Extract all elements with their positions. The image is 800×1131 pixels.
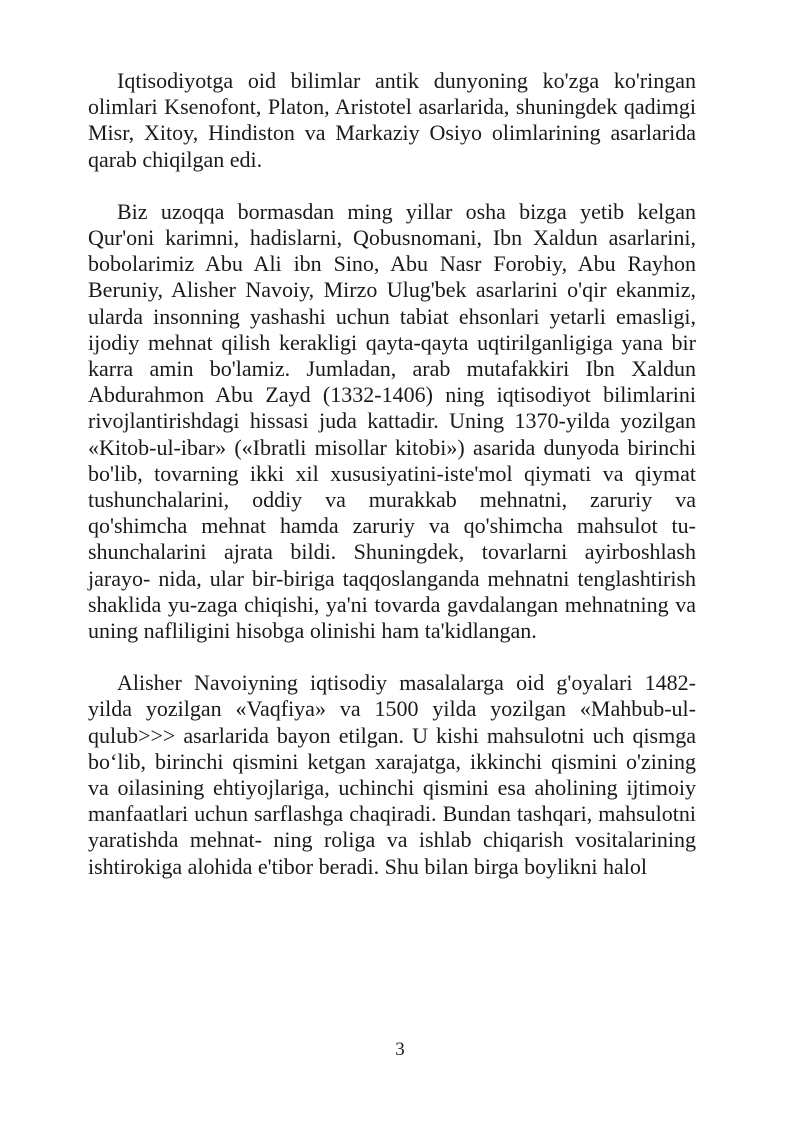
paragraph-3: Alisher Navoiyning iqtisodiy masalalarga oid g'oyalari 1482-yilda yozilgan «Vaqfiya» va 1500 yilda yozilgan «Mahbub-ul-qulub>>> asarlarida bayon etilgan. U kishi mahsulotni uch qismga bo‘lib, birinchi qismini ketgan xarajatga, ikkinchi qismini o'zining va oilasining ehtiyojlariga, uchinchi qismini esa aholining ijtimoiy manfaatlari uchun sarflashga chaqiradi. Bundan tashqari, mahsulotni yaratishda mehnat- ning roliga va ishlab chiqarish vositalarining ishtirokiga alohida e'tibor beradi. Shu bilan birga boylikni halol [88,670,696,879]
paragraph-1: Iqtisodiyotga oid bilimlar antik dunyoning ko'zga ko'ringan olimlari Ksenofont, Platon, Aristotel asarlarida, shuningdek qadimgi Misr, Xitoy, Hindiston va Markaziy Osiyo olimlarining asarlarida qarab chiqilgan edi. [88,68,696,172]
page-number: 3 [395,1039,405,1060]
document-page [88,68,696,880]
paragraph-2: Biz uzoqqa bormasdan ming yillar osha bizga yetib kelgan Qur'oni karimni, hadislarni, Qobusnomani, Ibn Xaldun asarlarini, bobolarimiz Abu Ali ibn Sino, Abu Nasr Forobiy, Abu Rayhon Beruniy, Alisher Navoiy, Mirzo Ulug'bek asarlarini o'qir ekanmiz, ularda insonning yashashi uchun tabiat ehsonlari yetarli emasligi, ijodiy mehnat qilish kerakligi qayta-qayta uqtirilganligiga yana bir karra amin bo'lamiz. Jumladan, arab mutafakkiri Ibn Xaldun Abdurahmon Abu Zayd (1332-1406) ning iqtisodiyot bilimlarini rivojlantirishdagi hissasi juda kattadir. Uning 1370-yilda yozilgan «Kitob-ul-ibar» («Ibratli misollar kitobi») asarida dunyoda birinchi bo'lib, tovarning ikki xil xususiyatini-iste'mol qiymati va qiymat tushunchalarini, oddiy va murakkab mehnatni, zaruriy va qo'shimcha mehnat hamda zaruriy va qo'shimcha mahsulot tu- shunchalarini ajrata bildi. Shuningdek, tovarlarni ayirboshlash jarayo- nida, ular bir-biriga taqqoslanganda mehnatni tenglashtirish shaklida yu-zaga chiqishi, ya'ni tovarda gavdalangan mehnatning va uning nafliligini hisobga olinishi ham ta'kidlangan. [88,198,696,644]
